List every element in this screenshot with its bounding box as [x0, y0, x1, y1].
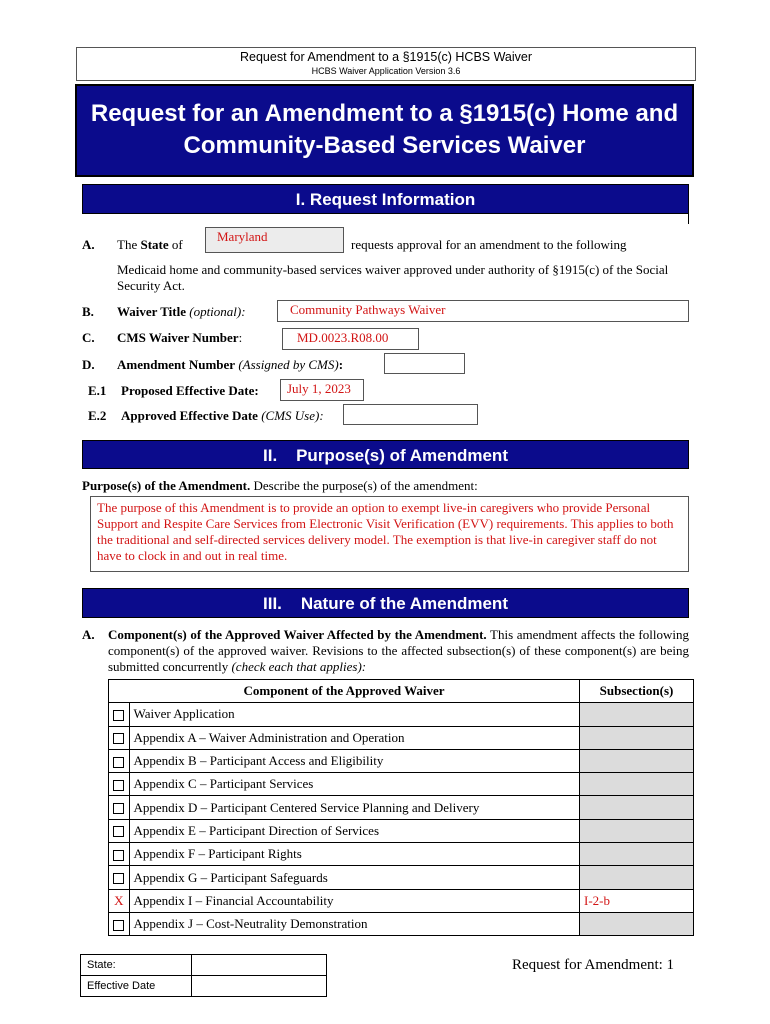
item-d-marker: D. [82, 357, 95, 372]
components-table [108, 679, 694, 936]
footer-date-label: Effective Date [81, 976, 192, 997]
column-subsection: Subsection(s) [580, 680, 694, 703]
item-b-marker: B. [82, 304, 94, 319]
nature-a-text [108, 627, 689, 675]
item-e1-marker: E.1 [88, 383, 107, 398]
amendment-number-note: (Assigned by CMS) [235, 357, 339, 372]
row-subsection[interactable] [580, 703, 694, 726]
state-field[interactable]: Maryland [205, 227, 344, 253]
table-row [109, 703, 694, 726]
checkbox-empty-icon [113, 803, 124, 814]
table-row [109, 749, 694, 772]
row-component: Waiver Application [129, 703, 579, 726]
amendment-number-colon: : [338, 357, 344, 372]
nature-a-marker: A. [82, 627, 95, 642]
proposed-date-field[interactable]: July 1, 2023 [280, 379, 364, 401]
nature-a-italic: (check each that applies): [231, 659, 367, 674]
item-a-pre: The [117, 237, 141, 252]
section-nature-number: III. [263, 594, 282, 613]
item-a-continuation: Medicaid home and community-based services waiver approved under authority of §1915(c) of the Social Security Act. [117, 262, 669, 293]
item-e2-marker: E.2 [88, 408, 107, 423]
section-purpose-title: Purpose(s) of Amendment [296, 446, 508, 465]
row-component: Appendix G – Participant Safeguards [129, 866, 579, 889]
table-row [109, 843, 694, 866]
item-d-label [117, 357, 343, 373]
footer-state-value[interactable] [192, 955, 327, 976]
table-row [109, 889, 694, 912]
row-subsection[interactable] [580, 819, 694, 842]
section-purpose-heading [82, 440, 689, 469]
purpose-instruction [82, 478, 478, 494]
checkbox-mark: X [114, 892, 124, 908]
row-component: Appendix A – Waiver Administration and Operation [129, 726, 579, 749]
row-subsection[interactable]: I-2-b [580, 889, 694, 912]
waiver-number-label: CMS Waiver Number [117, 330, 239, 345]
checkbox-empty-icon [113, 757, 124, 768]
row-subsection[interactable] [580, 726, 694, 749]
checkbox-empty-icon [113, 920, 124, 931]
document-title [75, 98, 694, 162]
row-checkbox[interactable] [109, 866, 130, 889]
row-checkbox[interactable] [109, 773, 130, 796]
row-checkbox[interactable] [109, 843, 130, 866]
table-row [109, 726, 694, 749]
footer-row-date [81, 976, 327, 997]
checkbox-empty-icon [113, 873, 124, 884]
purpose-textarea[interactable]: The purpose of this Amendment is to provide an option to exempt live-in caregivers who provide Personal Support and Respite Care Services from Electronic Visit Verification (EVV) requirements. This applies to both the traditional and self-directed services delivery model. The exemption is that live-in caregiver staff do not have to clock in and out in real time. [90, 496, 689, 572]
row-subsection[interactable] [580, 843, 694, 866]
footer-state-label: State: [81, 955, 192, 976]
purpose-label: Purpose(s) of the Amendment. [82, 478, 251, 493]
footer-table [80, 954, 327, 997]
row-subsection[interactable] [580, 796, 694, 819]
row-component: Appendix C – Participant Services [129, 773, 579, 796]
waiver-title-optional: (optional): [185, 304, 246, 319]
checkbox-empty-icon [113, 780, 124, 791]
table-row [109, 773, 694, 796]
item-c-label [117, 330, 242, 346]
section-nature-heading [82, 588, 689, 618]
row-component: Appendix D – Participant Centered Service Planning and Delivery [129, 796, 579, 819]
table-header-row [109, 680, 694, 703]
row-checkbox[interactable] [109, 726, 130, 749]
proposed-date-label: Proposed Effective Date: [121, 383, 259, 398]
header-title: Request for Amendment to a §1915(c) HCBS Waiver [239, 50, 533, 64]
table-row [109, 866, 694, 889]
row-subsection[interactable] [580, 773, 694, 796]
row-checkbox[interactable] [109, 796, 130, 819]
row-subsection[interactable] [580, 912, 694, 935]
page-number: Request for Amendment: 1 [512, 957, 675, 973]
item-c-marker: C. [82, 330, 95, 345]
table-row [109, 819, 694, 842]
row-subsection[interactable] [580, 866, 694, 889]
approved-date-label: Approved Effective Date [121, 408, 258, 423]
approved-date-note: (CMS Use): [257, 408, 324, 423]
components-table-body [109, 703, 694, 936]
item-a-of: of [168, 237, 183, 252]
row-component: Appendix E – Participant Direction of Services [129, 819, 579, 842]
section-nature-title: Nature of the Amendment [300, 594, 508, 613]
row-checkbox[interactable] [109, 912, 130, 935]
item-a-label [117, 237, 183, 253]
waiver-number-field[interactable]: MD.0023.R08.00 [282, 328, 419, 350]
footer-date-value[interactable] [192, 976, 327, 997]
waiver-title-label: Waiver Title [117, 304, 186, 319]
item-a-text: requests approval for an amendment to the following [351, 237, 627, 252]
amendment-number-label: Amendment Number [117, 357, 236, 372]
row-checkbox[interactable] [109, 703, 130, 726]
waiver-number-colon: : [238, 330, 243, 345]
row-component: Appendix F – Participant Rights [129, 843, 579, 866]
checkbox-empty-icon [113, 850, 124, 861]
checkbox-empty-icon [113, 733, 124, 744]
item-a-state-word: State [140, 237, 169, 252]
item-e2-label [121, 408, 324, 424]
row-component: Appendix B – Participant Access and Eligibility [129, 749, 579, 772]
row-checkbox[interactable] [109, 749, 130, 772]
nature-a-body: This amendment affects the following component(s) of the approved waiver. Revisions to the affected subsection(s) of these component(s) are being submitted concurrently [108, 627, 689, 674]
amendment-number-field[interactable] [384, 353, 465, 374]
header-subtitle: HCBS Waiver Application Version 3.6 [311, 66, 461, 76]
row-checkbox[interactable] [109, 889, 130, 912]
checkbox-empty-icon [113, 710, 124, 721]
item-b-label [117, 304, 246, 320]
waiver-title-field[interactable]: Community Pathways Waiver [277, 300, 689, 322]
row-subsection[interactable] [580, 749, 694, 772]
table-row [109, 796, 694, 819]
document-title-line1: Request for an Amendment to a §1915(c) Home and [90, 100, 679, 127]
divider [688, 212, 689, 224]
row-checkbox[interactable] [109, 819, 130, 842]
item-a-marker: A. [82, 237, 95, 252]
row-component: Appendix J – Cost-Neutrality Demonstration [129, 912, 579, 935]
section-purpose-number: II. [263, 446, 278, 465]
purpose-instruction-text: Describe the purpose(s) of the amendment: [250, 478, 478, 493]
column-component: Component of the Approved Waiver [109, 680, 580, 703]
document-title-line2: Community-Based Services Waiver [183, 132, 586, 159]
nature-a-label: Component(s) of the Approved Waiver Affected by the Amendment. [108, 627, 487, 642]
approved-date-field[interactable] [343, 404, 478, 425]
table-row [109, 912, 694, 935]
section-request-information-heading: I. Request Information [82, 184, 689, 214]
row-component: Appendix I – Financial Accountability [129, 889, 579, 912]
checkbox-empty-icon [113, 826, 124, 837]
footer-row-state [81, 955, 327, 976]
